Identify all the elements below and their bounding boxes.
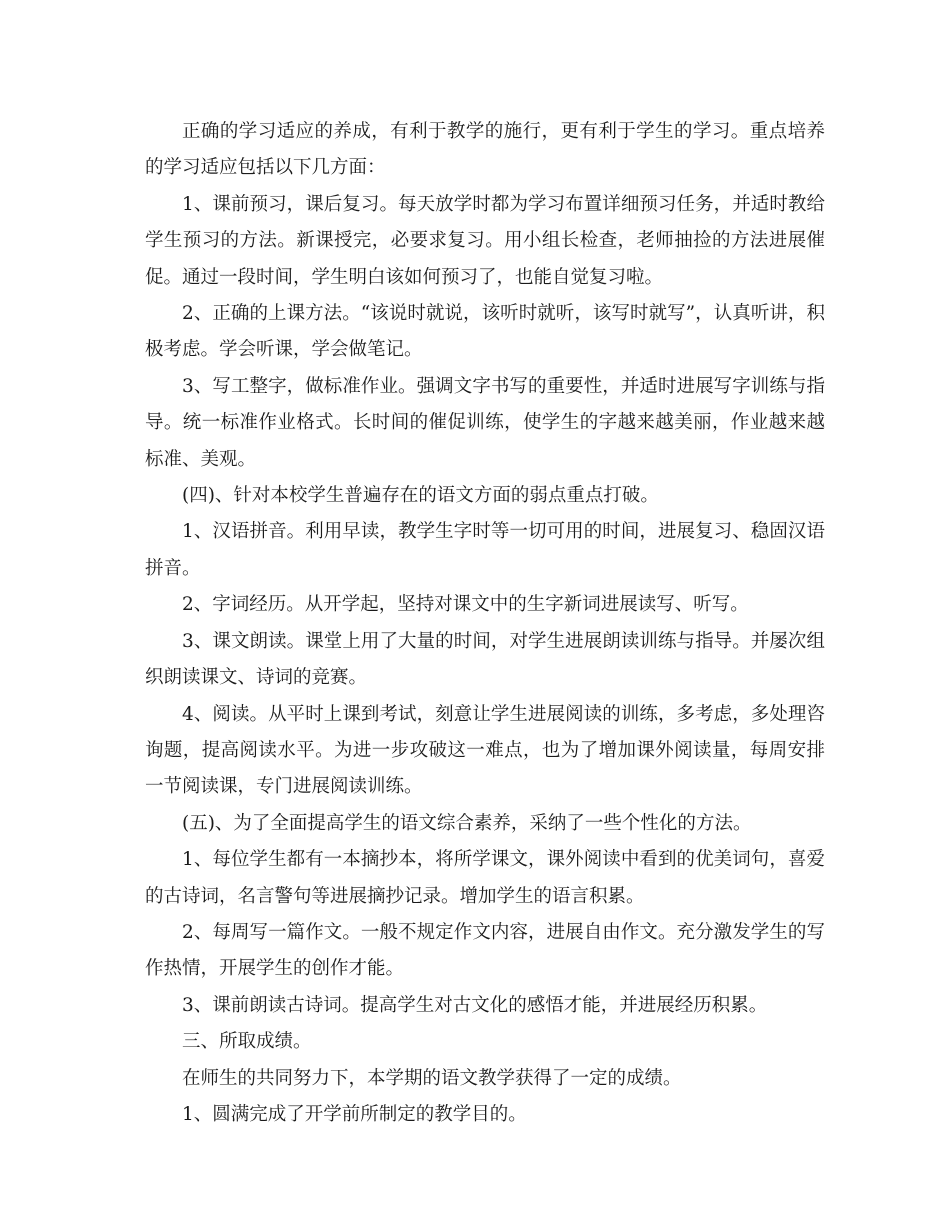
paragraph: 4、阅读。从平时上课到考试，刻意让学生进展阅读的训练，多考虑，多处理咨询题，提高阅读水平。为进一步攻破这一难点，也为了增加课外阅读量，每周安排一节阅读课，专门进展阅读训练。	[145, 703, 825, 798]
paragraph: 3、写工整字，做标准作业。强调文字书写的重要性，并适时进展写字训练与指导。统一标准作业格式。长时间的催促训练，使学生的字越来越美丽，作业越来越标准、美观。	[145, 375, 825, 470]
section-heading: (四)、针对本校学生普遍存在的语文方面的弱点重点打破。	[182, 485, 659, 507]
paragraph: 正确的学习适应的养成，有利于教学的施行，更有利于学生的学习。重点培养的学习适应包括以下几方面：	[145, 121, 825, 179]
paragraph: 3、课文朗读。课堂上用了大量的时间，对学生进展朗读训练与指导。并屡次组织朗读课文、诗词的竞赛。	[145, 630, 825, 689]
paragraph: 1、课前预习，课后复习。每天放学时都为学习布置详细预习任务，并适时教给学生预习的方法。新课授完，必要求复习。用小组长检查，老师抽捡的方法进展催促。通过一段时间，学生明白该如何预习了，也能自觉复习啦。	[145, 193, 825, 288]
paragraph: 2、字词经历。从开学起，坚持对课文中的生字新词进展读写、听写。	[182, 594, 749, 616]
document-body	[145, 114, 825, 1133]
paragraph: 1、圆满完成了开学前所制定的教学目的。	[182, 1103, 527, 1125]
paragraph: 3、课前朗读古诗词。提高学生对古文化的感悟才能，并进展经历积累。	[182, 994, 768, 1016]
paragraph: 2、正确的上课方法。“该说时就说，该听时就听，该写时就写”，认真听讲，积极考虑。学会听课，学会做笔记。	[145, 303, 825, 361]
paragraph: 在师生的共同努力下，本学期的语文教学获得了一定的成绩。	[182, 1067, 682, 1089]
section-heading: (五)、为了全面提高学生的语文综合素养，采纳了一些个性化的方法。	[182, 812, 752, 834]
paragraph: 2、每周写一篇作文。一般不规定作文内容，进展自由作文。充分激发学生的写作热情，开展学生的创作才能。	[145, 921, 825, 980]
paragraph: 1、汉语拼音。利用早读，教学生字时等一切可用的时间，进展复习、稳固汉语拼音。	[145, 521, 825, 579]
section-heading: 三、所取成绩。	[182, 1031, 312, 1053]
paragraph: 1、每位学生都有一本摘抄本，将所学课文，课外阅读中看到的优美词句，喜爱的古诗词，名言警句等进展摘抄记录。增加学生的语言积累。	[145, 849, 825, 907]
